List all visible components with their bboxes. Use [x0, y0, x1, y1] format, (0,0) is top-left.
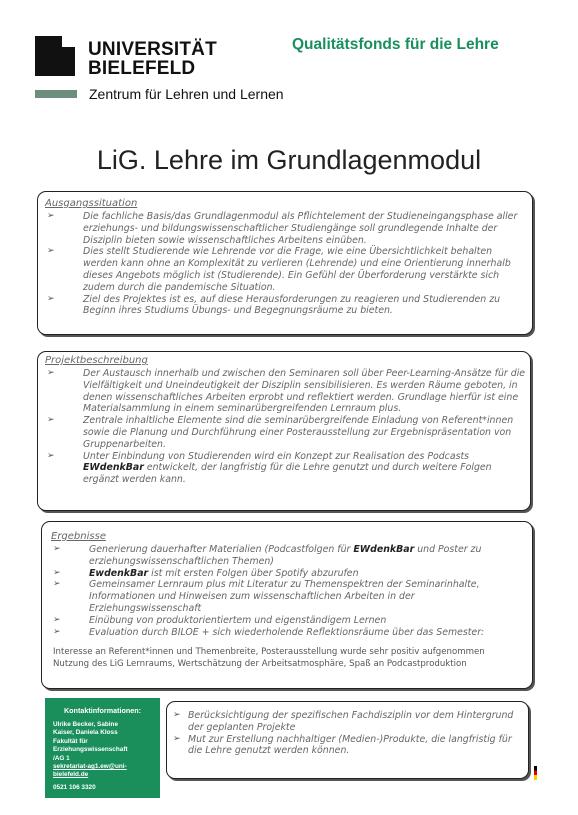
arrow-bullet-icon: ➢	[47, 450, 55, 461]
list-item: ➢ Die fachliche Basis/das Grundlagenmodul als Pflichtelement der Studieneingangsphase aller erziehungs- und bildungswissenschaftlicher Studiengänge soll grundlegende Inhalte der Disziplin bieten sowie wissenschaftliches Arbeitens einüben.	[47, 211, 518, 246]
projektbeschreibung-heading: Projektbeschreibung	[45, 355, 148, 366]
university-logo-text	[88, 40, 217, 78]
list-item: ➢ Ziel des Projektes ist es, auf diese Herausforderungen zu reagieren und Studierenden zu Beginn ihres Studiums Übungs- und Begegnungsräume zu bieten.	[47, 293, 501, 317]
contact-line: Kaiser, Daniela Kloss	[53, 729, 118, 737]
university-logo-mark	[35, 36, 75, 76]
arrow-bullet-icon: ➢	[47, 246, 55, 257]
flag-stripe-icon	[534, 766, 537, 780]
podcast-name: EWdenkBar	[353, 544, 415, 555]
weitere-list	[167, 710, 522, 757]
center-name: Zentrum für Lehren und Lernen	[89, 86, 284, 102]
contact-line: /AG 1	[53, 754, 70, 762]
ergebnisse-box	[41, 521, 533, 689]
arrow-bullet-icon: ➢	[47, 415, 55, 426]
list-item: ➢ Einübung von produktorientiertem und eigenständigem Lernen	[53, 614, 387, 626]
podcast-name: EwdenkBar	[89, 567, 149, 579]
ausgangssituation-heading: Ausgangssituation	[45, 198, 138, 209]
arrow-bullet-icon: ➢	[47, 368, 55, 378]
contact-info-box	[45, 698, 160, 798]
arrow-bullet-icon: ➢	[53, 544, 61, 554]
podcast-name: EWdenkBar	[83, 462, 144, 474]
arrow-bullet-icon: ➢	[47, 211, 55, 221]
contact-line: Erziehungswissenschaft	[53, 746, 128, 754]
fund-name: Qualitätsfonds für die Lehre	[292, 36, 499, 53]
arrow-bullet-icon: ➢	[173, 710, 181, 720]
contact-phone: 0521 106 3320	[53, 783, 96, 791]
projektbeschreibung-list	[45, 368, 530, 486]
evaluation-feedback: Interesse an Referent*innen und Themenbreite, Posterausstellung wurde sehr positiv aufgenommen Nutzung des LiG Lernraums, Wertschätzung der Arbeitsatmosphäre, Spaß an Podcastproduktion	[53, 647, 485, 669]
university-name-line-2: BIELEFELD	[88, 58, 196, 79]
funder-logo	[534, 758, 568, 798]
list-item: ➢ Zentrale inhaltliche Elemente sind die seminarübergreifende Einladung von Referent*innen sowie die Planung und Durchführung einer Posterausstellung zur Ergebnispräsentation von Gruppenarbeiten.	[47, 415, 514, 450]
list-item: ➢ Generierung dauerhafter Materialien (Podcastfolgen für EWdenkBar und Poster zu erziehungswissenschaftlichen Themen)	[53, 544, 482, 567]
arrow-bullet-icon: ➢	[53, 567, 61, 578]
contact-email-link[interactable]: sekretariat-ag1.ew@uni- bielefeld.de	[53, 763, 127, 779]
contact-body	[45, 721, 160, 792]
center-accent-bar	[35, 90, 77, 98]
list-item: ➢ Evaluation durch BILOE + sich wiederholende Reflektionsräume über das Semester:	[53, 626, 485, 638]
arrow-bullet-icon: ➢	[173, 733, 181, 744]
weitere-box	[166, 701, 529, 779]
list-item: ➢ Unter Einbindung von Studierenden wird ein Konzept zur Realisation des Podcasts EWdenkBar entwickelt, der langfristig für die Lehre genutzt und durch weitere Folgen ergänzt werden kann.	[47, 450, 492, 486]
list-item: ➢ Berücksichtigung der spezifischen Fachdisziplin vor dem Hintergrund der geplanten Projekte	[173, 710, 514, 733]
arrow-bullet-icon: ➢	[47, 293, 55, 304]
ergebnisse-heading: Ergebnisse	[51, 531, 106, 542]
list-item: ➢ Gemeinsamer Lernraum plus mit Literatur zu Themenspektren der Seminarinhalte, Informationen und Hinweisen zum wissenschaftlichen Arbeiten in der Erziehungswissenschaft	[53, 579, 480, 614]
ergebnisse-list	[51, 544, 532, 638]
projektbeschreibung-box	[37, 351, 531, 511]
arrow-bullet-icon: ➢	[53, 614, 61, 625]
ausgangssituation-list	[45, 211, 532, 317]
list-item: ➢ EwdenkBar ist mit ersten Folgen über Spotify abzurufen	[53, 567, 359, 579]
arrow-bullet-icon: ➢	[53, 579, 61, 590]
arrow-bullet-icon: ➢	[53, 626, 61, 637]
contact-line: Fakultät für	[53, 737, 88, 745]
university-name-line-1: UNIVERSITÄT	[88, 39, 217, 60]
list-item: ➢ Der Austausch innerhalb und zwischen den Seminaren soll über Peer-Learning-Ansätze für die Vielfältigkeit und Uneindeutigkeit der Disziplin sensibilisieren. Es werden Räume geboten, in denen wissenschaftliches Arbeiten erprobt und reflektiert werden. Grundlage hierfür ist eine Materialsammlung in einem seminarübergreifenden Lernraum plus.	[47, 368, 526, 415]
contact-line: Ulrike Becker, Sabine	[53, 721, 119, 728]
list-item: ➢ Mut zur Erstellung nachhaltiger (Medien-)Produkte, die langfristig für die Lehre genutzt werden können.	[173, 733, 512, 757]
list-item: ➢ Dies stellt Studierende wie Lehrende vor die Frage, wie eine Übersichtlichkeit behalten werden kann ohne an Komplexität zu verlieren (Lehrende) und eine Orientierung innerhalb dieses Angebots möglich ist (Studierende). Ein Gefühl der Überforderung verstärkte sich zudem durch die pandemische Situation.	[47, 246, 511, 293]
ausgangssituation-box	[37, 191, 533, 335]
contact-heading: Kontaktinformationen:	[63, 706, 142, 715]
page-title: LiG. Lehre im Grundlagenmodul	[96, 145, 482, 175]
